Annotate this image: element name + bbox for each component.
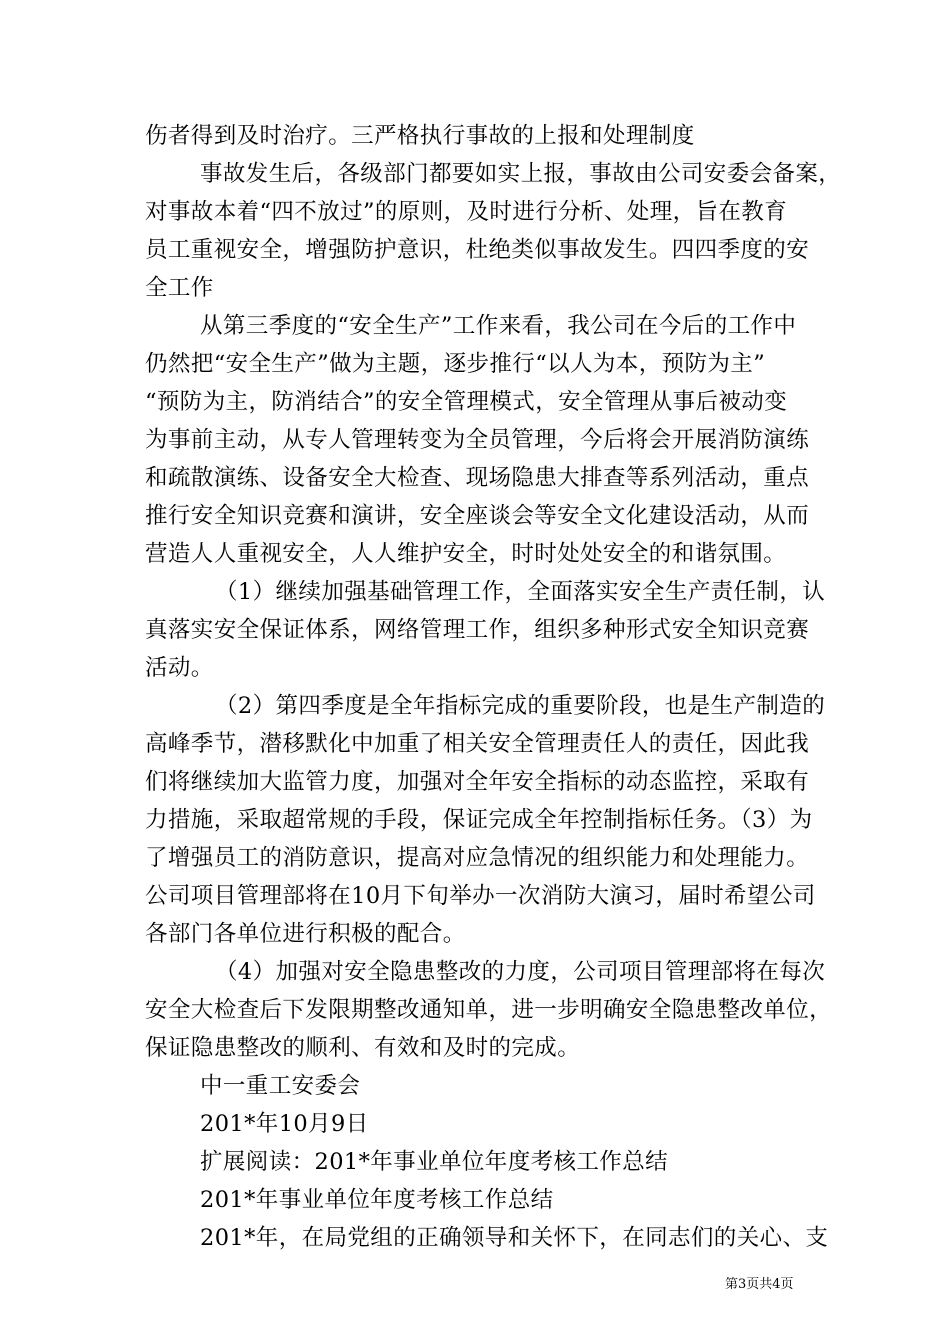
text-line: （4）加强对安全隐患整改的力度，公司项目管理部将在每次 [215,959,826,985]
text-line: 从第三季度的“安全生产”工作来看，我公司在今后的工作中 [200,313,797,339]
text-line: 员工重视安全，增强防护意识，杜绝类似事故发生。四四季度的安 [145,237,810,263]
text-line: “预防为主，防消结合”的安全管理模式，安全管理从事后被动变 [145,389,788,415]
text-line: 201*年，在局党组的正确领导和关怀下，在同志们的关心、支 [200,1225,829,1251]
text-line: 仍然把“安全生产”做为主题，逐步推行“以人为本，预防为主” [145,351,766,377]
text-line: 力措施，采取超常规的手段，保证完成全年控制指标任务。（3）为 [145,807,813,833]
text-line: 安全大检查后下发限期整改通知单，进一步明确安全隐患整改单位， [145,997,833,1023]
text-line: 们将继续加大监管力度，加强对全年安全指标的动态监控，采取有 [145,769,810,795]
text-line: 伤者得到及时治疗。三严格执行事故的上报和处理制度 [145,123,695,149]
text-line: 各部门各单位进行积极的配合。 [145,921,466,947]
text-line: 活动。 [145,655,214,681]
text-line: 和疏散演练、设备安全大检查、现场隐患大排查等系列活动，重点 [145,465,810,491]
text-line: 营造人人重视安全，人人维护安全，时时处处安全的和谐氛围。 [145,541,787,567]
text-line: （1）继续加强基础管理工作，全面落实安全生产责任制，认 [215,579,826,605]
text-line: 201*年10月9日 [200,1111,369,1137]
text-line: 公司项目管理部将在10月下旬举办一次消防大演习，届时希望公司 [145,883,816,909]
text-line: 真落实安全保证体系，网络管理工作，组织多种形式安全知识竞赛 [145,617,810,643]
text-line: 201*年事业单位年度考核工作总结 [200,1187,554,1213]
text-line: 推行安全知识竞赛和演讲，安全座谈会等安全文化建设活动，从而 [145,503,810,529]
page-indicator: 第3页共4页 [725,1277,794,1292]
text-line: 了增强员工的消防意识，提高对应急情况的组织能力和处理能力。 [145,845,810,871]
text-line: 事故发生后，各级部门都要如实上报，事故由公司安委会备案， [200,161,842,187]
text-line: 保证隐患整改的顺利、有效和及时的完成。 [145,1035,581,1061]
text-line: 扩展阅读：201*年事业单位年度考核工作总结 [200,1149,668,1175]
text-line: 对事故本着“四不放过”的原则，及时进行分析、处理，旨在教育 [145,199,788,225]
text-line: 全工作 [145,275,214,301]
text-line: 为事前主动，从专人管理转变为全员管理，今后将会开展消防演练 [145,427,810,453]
text-line: 高峰季节，潜移默化中加重了相关安全管理责任人的责任，因此我 [145,731,810,757]
text-line: （2）第四季度是全年指标完成的重要阶段，也是生产制造的 [215,693,826,719]
text-line: 中一重工安委会 [200,1073,361,1099]
